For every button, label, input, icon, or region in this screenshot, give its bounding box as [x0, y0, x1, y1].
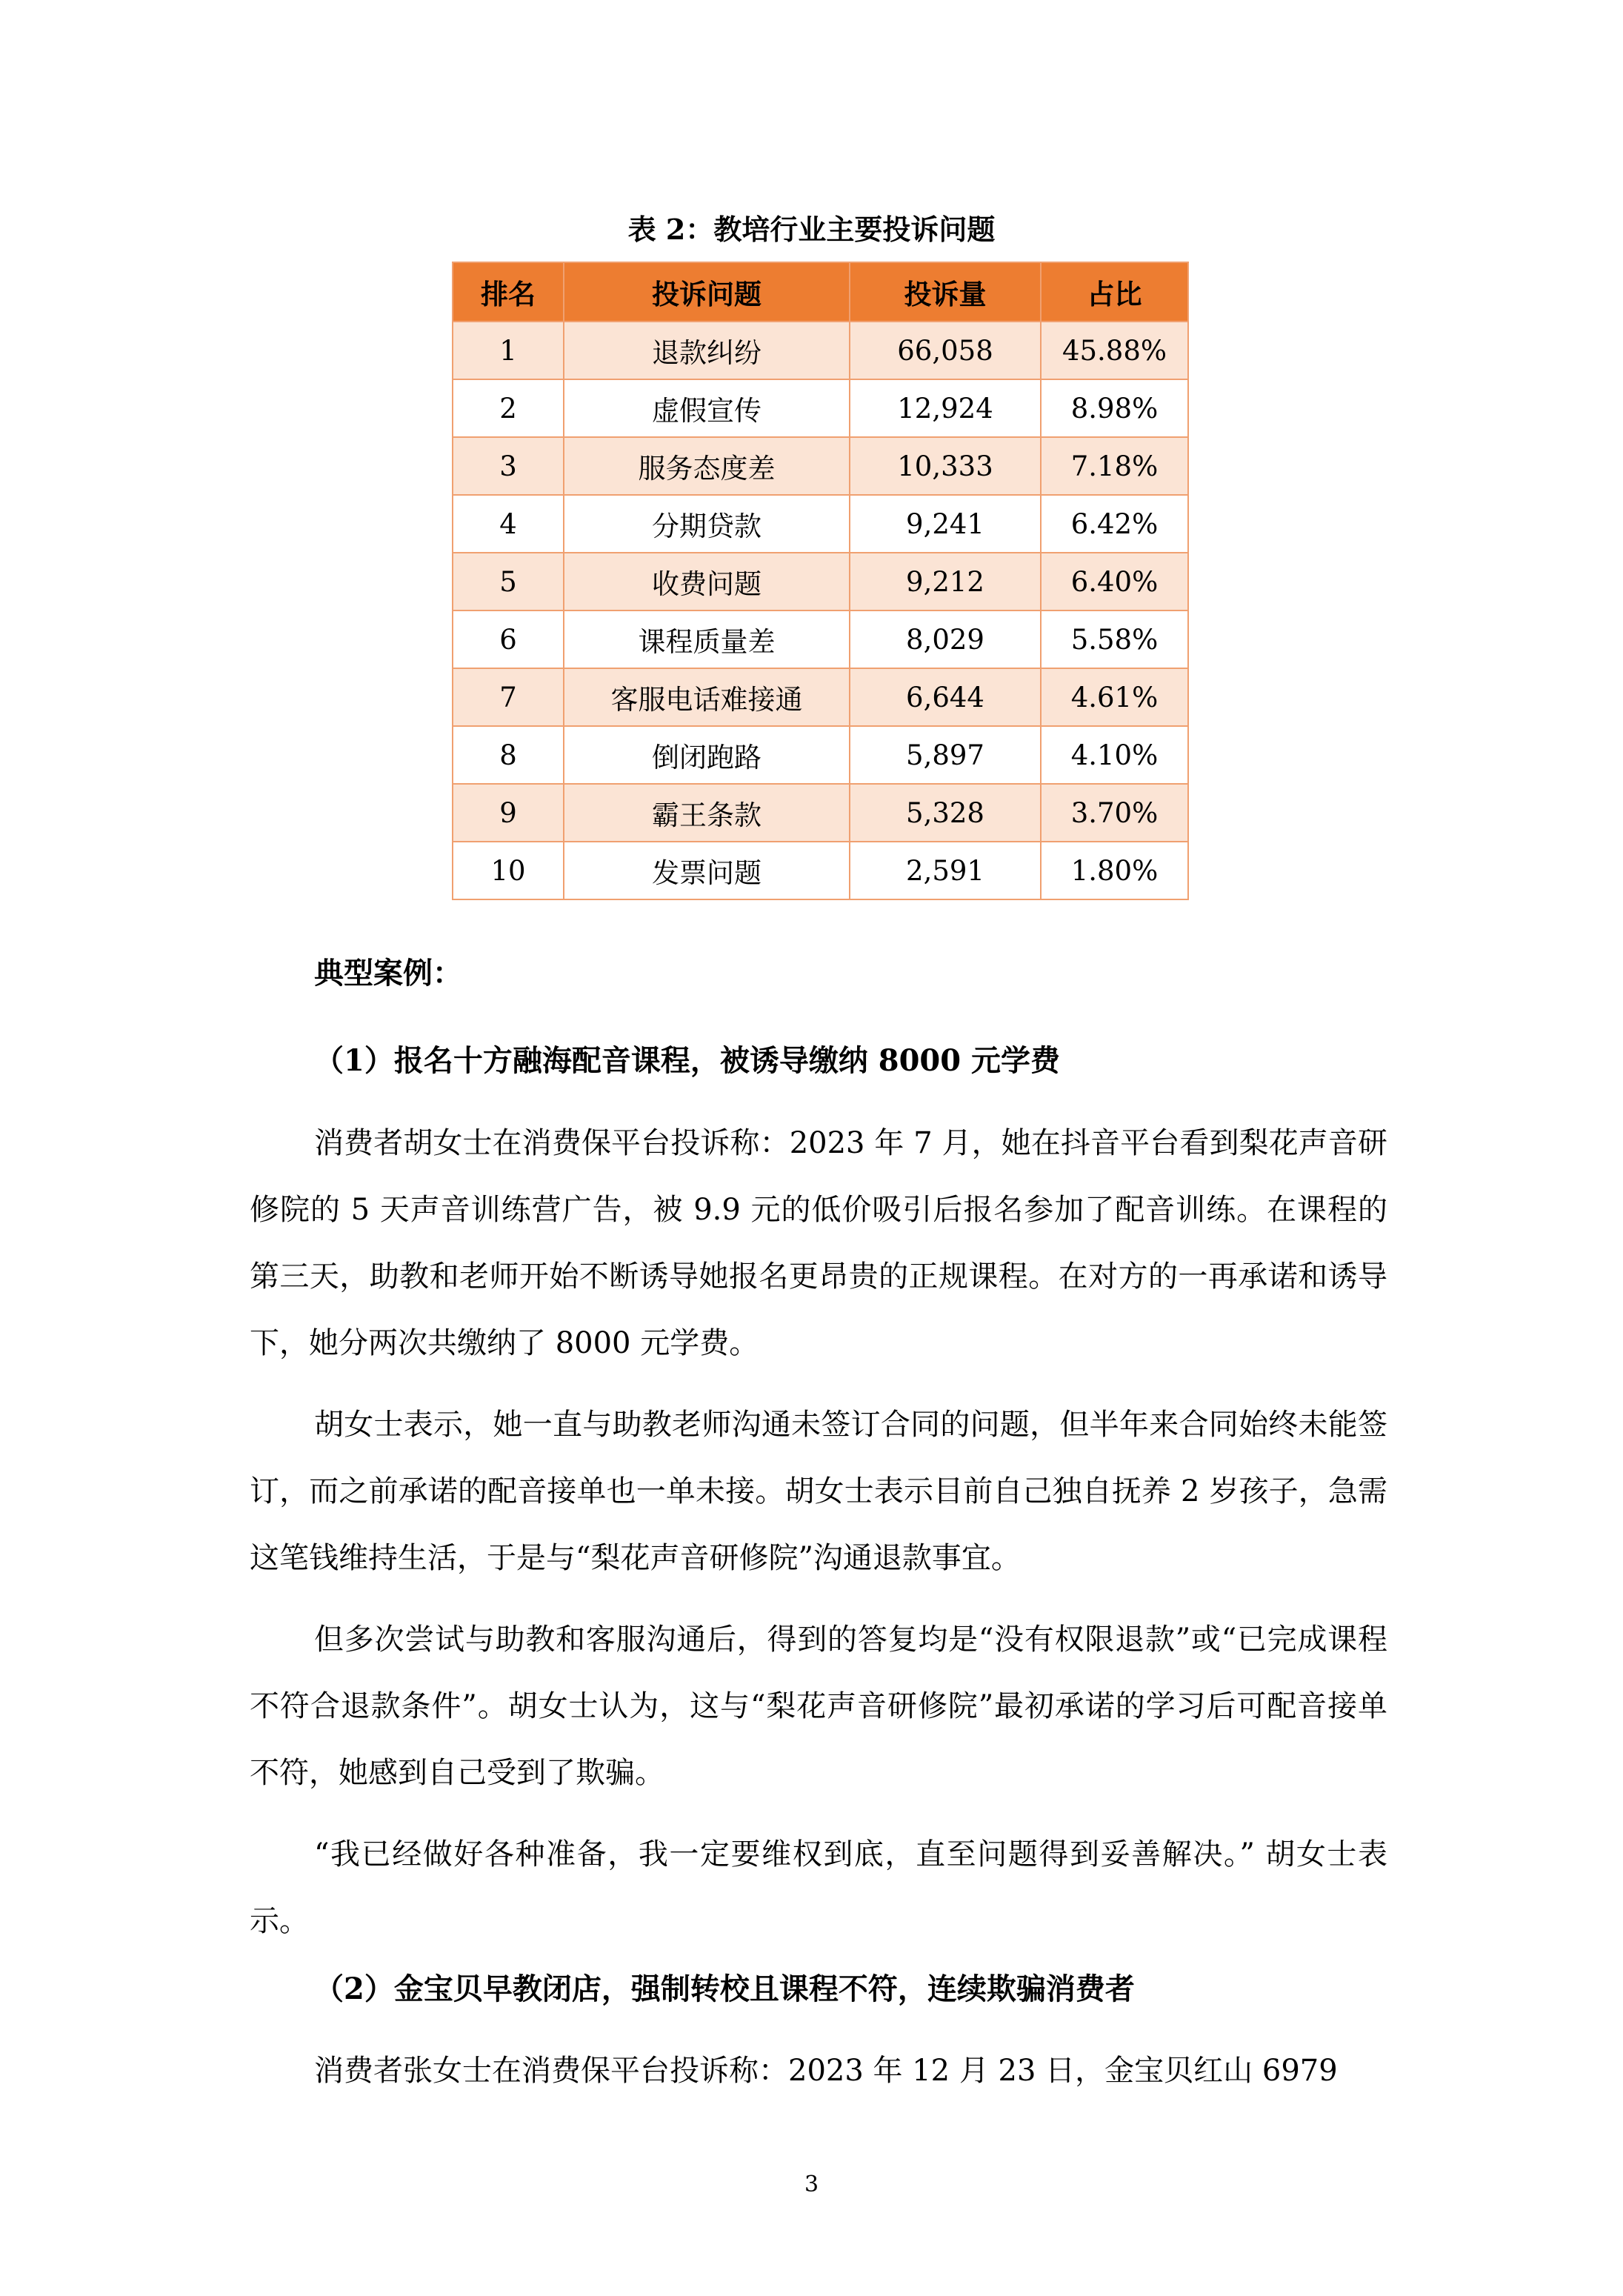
cell-count: 2,591 [850, 842, 1041, 899]
cell-ratio: 45.88% [1041, 322, 1188, 379]
complaints-table [452, 262, 1189, 900]
cell-issue: 倒闭跑路 [564, 726, 850, 784]
cell-ratio: 6.40% [1041, 553, 1188, 610]
header-issue: 投诉问题 [564, 262, 850, 322]
cell-ratio: 7.18% [1041, 437, 1188, 495]
cell-count: 66,058 [850, 322, 1041, 379]
table-row [453, 668, 1188, 726]
cell-ratio: 6.42% [1041, 495, 1188, 553]
section-title: 典型案例： [314, 956, 462, 991]
case2-body [250, 2037, 1387, 2104]
cell-issue: 服务态度差 [564, 437, 850, 495]
cell-ratio: 5.58% [1041, 610, 1188, 668]
case2-title: （2）金宝贝早教闭店，强制转校且课程不符，连续欺骗消费者 [314, 1971, 1135, 2006]
case1-paragraph: “我已经做好各种准备，我一定要维权到底，直至问题得到妥善解决。” 胡女士表示。 [250, 1837, 1387, 1938]
table-row [453, 322, 1188, 379]
cell-rank: 4 [453, 495, 564, 553]
cell-issue: 分期贷款 [564, 495, 850, 553]
cell-rank: 5 [453, 553, 564, 610]
cell-rank: 2 [453, 379, 564, 437]
cell-ratio: 4.10% [1041, 726, 1188, 784]
cell-issue: 霸王条款 [564, 784, 850, 842]
table-row [453, 610, 1188, 668]
table-row [453, 379, 1188, 437]
table-row [453, 495, 1188, 553]
cell-issue: 虚假宣传 [564, 379, 850, 437]
table-row [453, 553, 1188, 610]
cell-count: 5,897 [850, 726, 1041, 784]
cell-count: 9,241 [850, 495, 1041, 553]
header-count: 投诉量 [850, 262, 1041, 322]
table-row [453, 437, 1188, 495]
cell-count: 10,333 [850, 437, 1041, 495]
table-row [453, 784, 1188, 842]
table-row [453, 726, 1188, 784]
case1-title: （1）报名十方融海配音课程，被诱导缴纳 8000 元学费 [314, 1043, 1061, 1078]
case1-paragraph: 消费者胡女士在消费保平台投诉称：2023 年 7 月，她在抖音平台看到梨花声音研修院的 5 天声音训练营广告，被 9.9 元的低价吸引后报名参加了配音训练。在课程的第三天，助教和老师开始不断诱导她报名更昂贵的正规课程。在对方的一再承诺和诱导下，她分两次共缴纳了 8000 元学费。 [250, 1126, 1387, 1360]
cell-ratio: 1.80% [1041, 842, 1188, 899]
case1-body [250, 1110, 1387, 1954]
cell-issue: 客服电话难接通 [564, 668, 850, 726]
header-ratio: 占比 [1041, 262, 1188, 322]
case1-paragraph: 但多次尝试与助教和客服沟通后，得到的答复均是“没有权限退款”或“已完成课程不符合退款条件”。胡女士认为，这与“梨花声音研修院”最初承诺的学习后可配音接单不符，她感到自己受到了欺骗。 [250, 1623, 1387, 1790]
cell-count: 8,029 [850, 610, 1041, 668]
cell-ratio: 3.70% [1041, 784, 1188, 842]
cell-issue: 退款纠纷 [564, 322, 850, 379]
cell-rank: 9 [453, 784, 564, 842]
cell-ratio: 8.98% [1041, 379, 1188, 437]
header-rank: 排名 [453, 262, 564, 322]
cell-rank: 7 [453, 668, 564, 726]
case2-paragraph: 消费者张女士在消费保平台投诉称：2023 年 12 月 23 日，金宝贝红山 6979 [314, 2054, 1338, 2088]
cell-rank: 10 [453, 842, 564, 899]
cell-count: 6,644 [850, 668, 1041, 726]
cell-count: 5,328 [850, 784, 1041, 842]
table-row [453, 842, 1188, 899]
cell-rank: 1 [453, 322, 564, 379]
table-header-row [453, 262, 1188, 322]
table-caption: 表 2：教培行业主要投诉问题 [627, 213, 996, 246]
cell-issue: 课程质量差 [564, 610, 850, 668]
cell-count: 12,924 [850, 379, 1041, 437]
cell-ratio: 4.61% [1041, 668, 1188, 726]
cell-rank: 3 [453, 437, 564, 495]
case1-paragraph: 胡女士表示，她一直与助教老师沟通未签订合同的问题，但半年来合同始终未能签订，而之前承诺的配音接单也一单未接。胡女士表示目前自己独自抚养 2 岁孩子，急需这笔钱维持生活，于是与“梨花声音研修院”沟通退款事宜。 [250, 1408, 1387, 1575]
cell-rank: 6 [453, 610, 564, 668]
cell-issue: 收费问题 [564, 553, 850, 610]
cell-issue: 发票问题 [564, 842, 850, 899]
cell-rank: 8 [453, 726, 564, 784]
page-number: 3 [804, 2172, 819, 2197]
cell-count: 9,212 [850, 553, 1041, 610]
